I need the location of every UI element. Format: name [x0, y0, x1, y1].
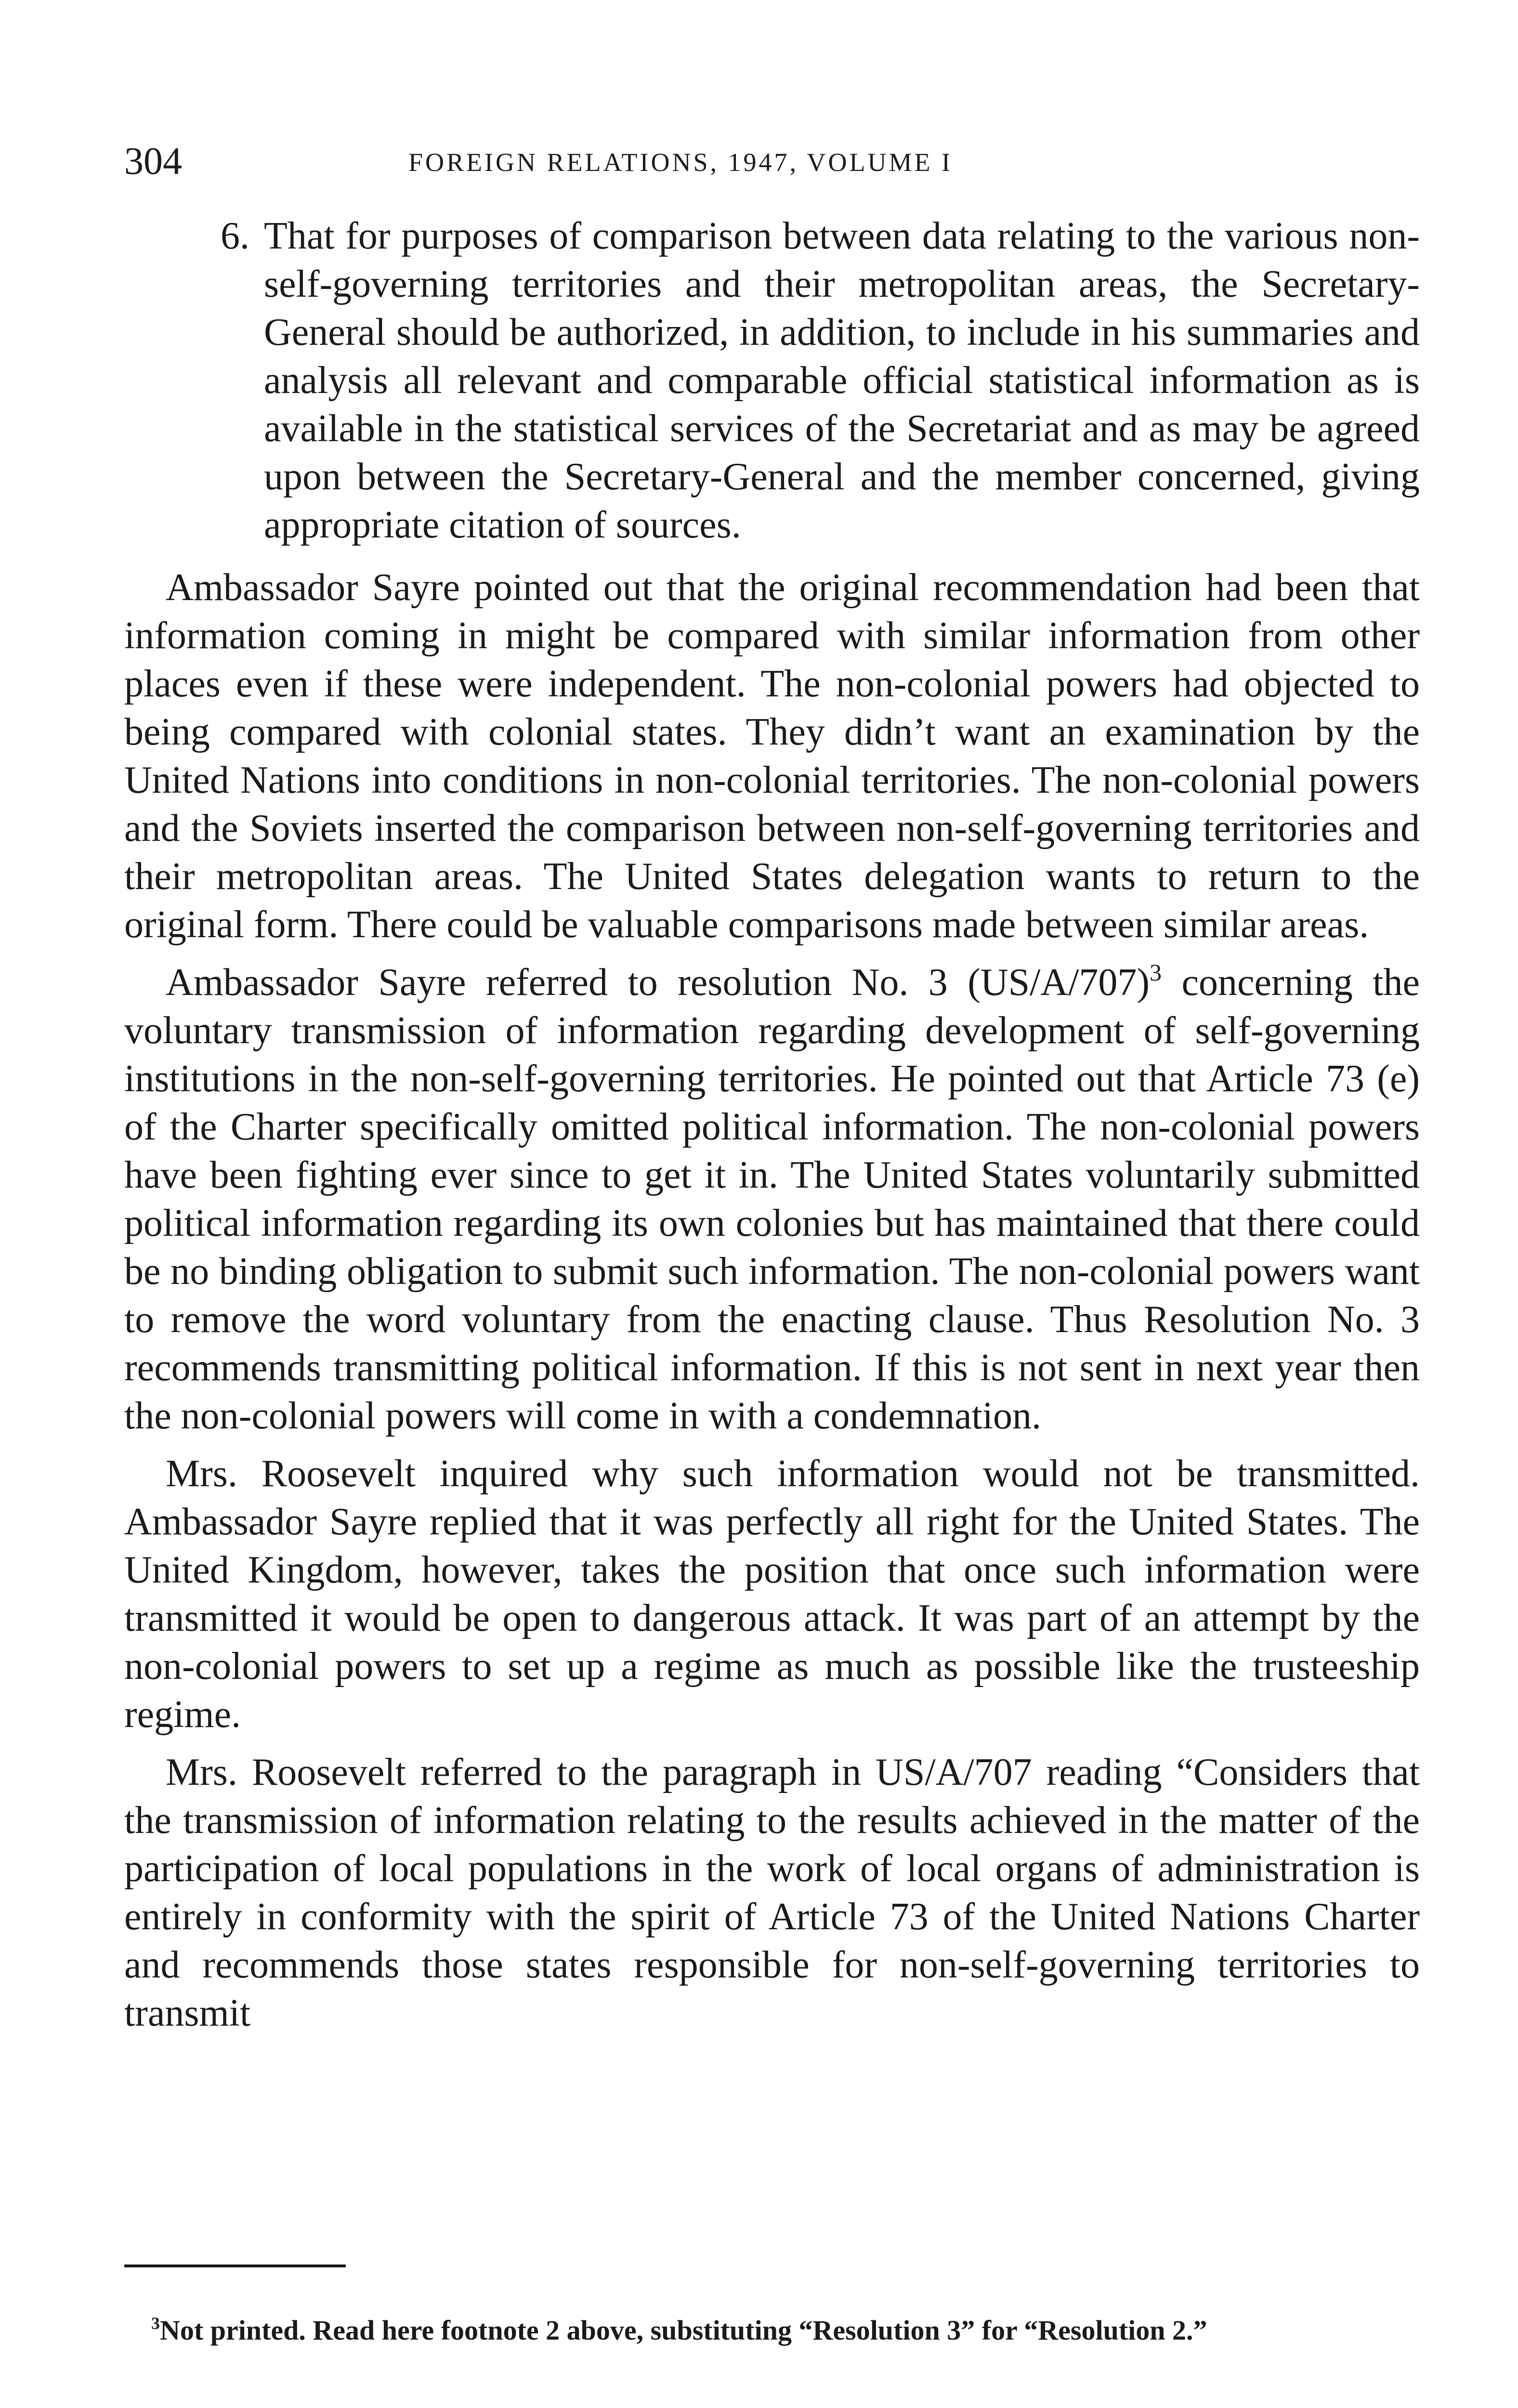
footnote-reference: 3	[1150, 959, 1162, 986]
paragraph-sayre-comparison: Ambassador Sayre pointed out that the original recommendation had been that information coming in might be compared with similar information from other places even if these were independent. The non-colonial powers had objected to being compared with colonial states. They didn’t want an examination by the United Nations into conditions in non-colonial territories. The non-colonial powers and the Soviets inserted the comparison between non-self-governing territories and their metropolitan areas. The United States delegation wants to return to the original form. There could be valuable comparisons made between similar areas.	[124, 566, 1420, 946]
footnote-text: Not printed. Read here footnote 2 above, substituting “Resolution 3” for “Resolution 2.”	[160, 2315, 1207, 2346]
item-number: 6.	[221, 215, 249, 257]
running-head	[124, 137, 1420, 190]
paragraph-sayre-resolution-3	[124, 958, 1420, 1440]
footnote-mark: 3	[151, 2314, 160, 2333]
running-title: FOREIGN RELATIONS, 1947, VOLUME I	[408, 148, 953, 177]
item-text: That for purposes of comparison between data relating to the various non-self-governing territories and their metropolitan areas, the Secretary-General should be authorized, in addition, to include in his summaries and analysis all relevant and comparable official statistical information as is available in the statistical services of the Secretariat and as may be agreed upon between the Secretary-General and the member concerned, giving appropriate citation of sources.	[264, 215, 1420, 546]
paragraph-text-start: Ambassador Sayre referred to resolution No. 3 (US/A/707)	[166, 961, 1150, 1004]
paragraph-text-end: concerning the voluntary transmission of information regarding development of self-governing institutions in the non-self-governing territories. He pointed out that Article 73 (e) of the Charter specifically omitted political information. The non-colonial powers have been fighting ever since to get it in. The United States voluntarily submitted political information regarding its own colonies but has maintained that there could be no binding obligation to submit such information. The non-colonial powers want to remove the word voluntary from the enacting clause. Thus Resolution No. 3 recommends transmitting political information. If this is not sent in next year then the non-colonial powers will come in with a condemnation.	[124, 961, 1420, 1437]
footnote	[124, 2311, 1420, 2350]
paragraph-roosevelt-reference: Mrs. Roosevelt referred to the paragraph in US/A/707 reading “Considers that the transmission of information relating to the results achieved in the matter of the participation of local populations in the work of local organs of administration is entirely in conformity with the spirit of Article 73 of the United Nations Charter and recommends those states responsible for non-self-governing territories to transmit	[124, 1751, 1420, 2034]
numbered-item-6	[124, 212, 1420, 549]
footnote-rule	[124, 2264, 346, 2267]
paragraph-roosevelt-inquiry: Mrs. Roosevelt inquired why such information would not be transmitted. Ambassador Sayre replied that it was perfectly all right for the United States. The United Kingdom, however, takes the position that once such information were transmitted it would be open to dangerous attack. It was part of an attempt by the non-colonial powers to set up a regime as much as possible like the trusteeship regime.	[124, 1453, 1420, 1736]
page-number: 304	[124, 140, 182, 183]
body-text	[124, 212, 1420, 2047]
